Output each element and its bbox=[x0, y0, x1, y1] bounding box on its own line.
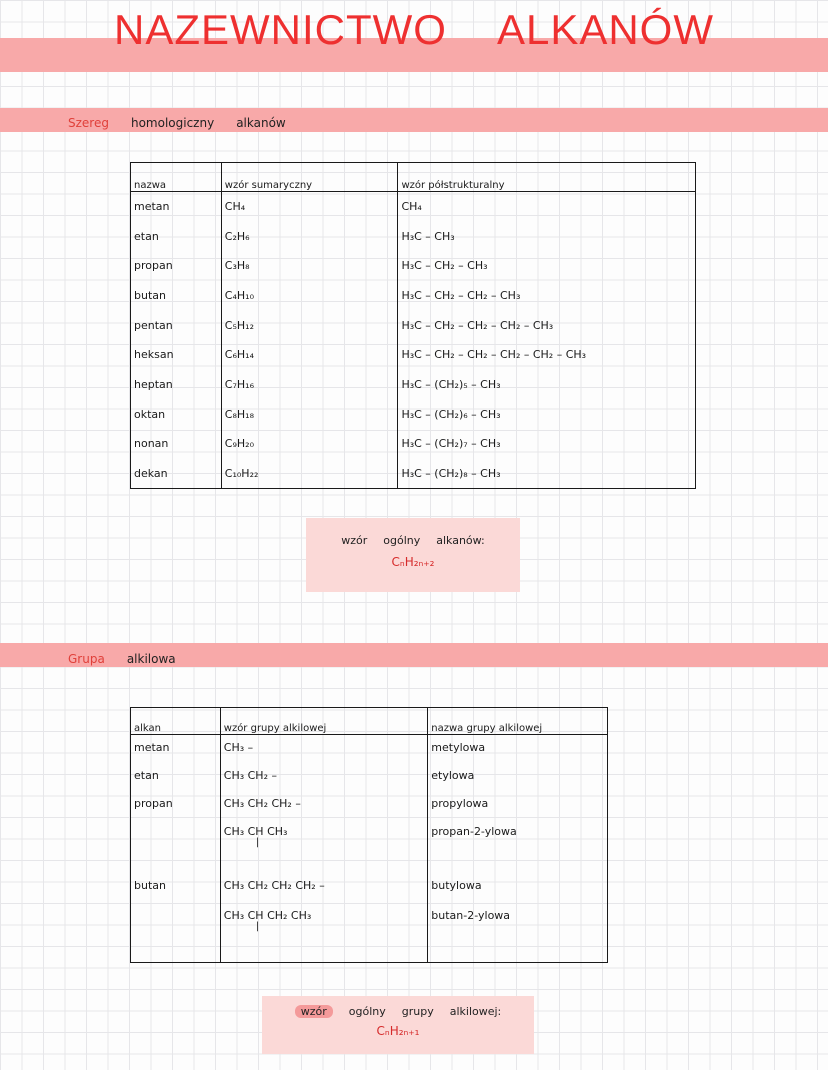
box2-word-2: ogólny bbox=[348, 1005, 386, 1018]
section1-word-3: alkanów bbox=[236, 116, 286, 130]
alkane-name bbox=[131, 819, 221, 873]
group-name bbox=[428, 735, 608, 763]
semi-structural-formula: H₃C – CH₃ bbox=[398, 221, 696, 251]
summary-formula: C₄H₁₀ bbox=[221, 281, 398, 311]
section2-word-1: Grupa bbox=[68, 652, 105, 666]
group-name bbox=[428, 873, 608, 903]
header-semi-structural: wzór półstrukturalny bbox=[398, 163, 696, 192]
table-row bbox=[131, 459, 696, 489]
alkane-name-text: etan bbox=[134, 768, 159, 782]
alkyl-general-formula: CₙH₂ₙ₊₁ bbox=[376, 1024, 420, 1038]
group-name bbox=[428, 819, 608, 873]
summary-formula: C₉H₂₀ bbox=[221, 429, 398, 459]
alkane-name: nonan bbox=[131, 429, 222, 459]
semi-structural-formula: H₃C – (CH₂)₆ – CH₃ bbox=[398, 399, 696, 429]
summary-formula: C₁₀H₂₂ bbox=[221, 459, 398, 489]
general-formula-box bbox=[306, 518, 520, 592]
branch-bond: | bbox=[255, 836, 260, 848]
header-summary-formula: wzór sumaryczny bbox=[221, 163, 398, 192]
box1-word-2: ogólny bbox=[383, 534, 421, 547]
section1-word-2: homologiczny bbox=[130, 116, 215, 130]
header-name: nazwa bbox=[131, 163, 222, 192]
summary-formula: C₇H₁₆ bbox=[221, 370, 398, 400]
table-row bbox=[131, 791, 608, 819]
summary-formula: C₆H₁₄ bbox=[221, 340, 398, 370]
summary-formula: CH₄ bbox=[221, 192, 398, 222]
semi-structural-formula: H₃C – CH₂ – CH₂ – CH₂ – CH₂ – CH₃ bbox=[398, 340, 696, 370]
alkane-name: metan bbox=[131, 192, 222, 222]
group-formula-text: CH₃ CH₂ – bbox=[223, 768, 277, 782]
table-row bbox=[131, 735, 608, 763]
semi-structural-formula: H₃C – CH₂ – CH₃ bbox=[398, 251, 696, 281]
alkane-name bbox=[131, 791, 221, 819]
group-formula-text: CH₃ CH₂ CH₂ – bbox=[223, 796, 301, 810]
section2-heading bbox=[68, 652, 198, 666]
alkanes-table bbox=[130, 162, 696, 489]
box2-word-3: grupy bbox=[401, 1005, 434, 1018]
alkane-name bbox=[131, 735, 221, 763]
semi-structural-formula: H₃C – (CH₂)₈ – CH₃ bbox=[398, 459, 696, 489]
box1-word-1: wzór bbox=[341, 534, 368, 547]
table-row bbox=[131, 192, 696, 222]
alkyl-formula-label bbox=[262, 1005, 534, 1018]
alkane-name: pentan bbox=[131, 310, 222, 340]
summary-formula: C₃H₈ bbox=[221, 251, 398, 281]
table-row bbox=[131, 281, 696, 311]
group-formula bbox=[220, 735, 428, 763]
group-formula-text: CH₃ CH CH₂ CH₃ bbox=[223, 908, 312, 922]
section1-heading bbox=[68, 116, 308, 130]
alkane-name: etan bbox=[131, 221, 222, 251]
table-row bbox=[131, 763, 608, 791]
group-name bbox=[428, 763, 608, 791]
group-formula bbox=[220, 791, 428, 819]
table-row bbox=[131, 399, 696, 429]
alkane-name-text: butan bbox=[134, 878, 166, 892]
alkane-name: oktan bbox=[131, 399, 222, 429]
section2-word-2: alkilowa bbox=[126, 652, 176, 666]
header-group-name: nazwa grupy alkilowej bbox=[428, 708, 608, 735]
box2-word-4: alkilowej: bbox=[449, 1005, 502, 1018]
group-formula bbox=[220, 763, 428, 791]
table-row bbox=[131, 370, 696, 400]
group-name bbox=[428, 903, 608, 963]
group-name bbox=[428, 791, 608, 819]
section1-word-1: Szereg bbox=[68, 116, 109, 130]
group-name-text: metylowa bbox=[431, 741, 486, 754]
box2-word-1: wzór bbox=[295, 1005, 333, 1018]
group-formula bbox=[220, 873, 428, 903]
table-row bbox=[131, 310, 696, 340]
title-word-1: NAZEWNICTWO bbox=[114, 6, 447, 53]
box1-word-3: alkanów: bbox=[436, 534, 485, 547]
alkyl-groups-table bbox=[130, 707, 608, 963]
alkane-name: heksan bbox=[131, 340, 222, 370]
alkane-name bbox=[131, 763, 221, 791]
group-formula-text: CH₃ CH₂ CH₂ CH₂ – bbox=[223, 878, 325, 892]
alkane-name-text: propan bbox=[134, 796, 173, 810]
table-row bbox=[131, 819, 608, 873]
table-row bbox=[131, 873, 608, 903]
alkane-name: propan bbox=[131, 251, 222, 281]
header-group-formula: wzór grupy alkilowej bbox=[220, 708, 428, 735]
semi-structural-formula: CH₄ bbox=[398, 192, 696, 222]
group-name-text: butan-2-ylowa bbox=[431, 908, 511, 922]
semi-structural-formula: H₃C – (CH₂)₇ – CH₃ bbox=[398, 429, 696, 459]
table-row bbox=[131, 251, 696, 281]
alkane-name: heptan bbox=[131, 370, 222, 400]
alkane-name: dekan bbox=[131, 459, 222, 489]
group-name-text: propylowa bbox=[431, 796, 489, 810]
header-alkane: alkan bbox=[131, 708, 221, 735]
table-row bbox=[131, 221, 696, 251]
table-row bbox=[131, 429, 696, 459]
group-formula bbox=[220, 903, 428, 963]
summary-formula: C₈H₁₈ bbox=[221, 399, 398, 429]
alkane-name bbox=[131, 903, 221, 963]
group-name-text: propan-2-ylowa bbox=[431, 824, 517, 838]
branch-bond: | bbox=[255, 920, 260, 932]
group-formula bbox=[220, 819, 428, 873]
alkane-name bbox=[131, 873, 221, 903]
semi-structural-formula: H₃C – (CH₂)₅ – CH₃ bbox=[398, 370, 696, 400]
group-name-text: butylowa bbox=[431, 878, 482, 892]
table-row bbox=[131, 340, 696, 370]
alkane-name: butan bbox=[131, 281, 222, 311]
general-formula-label bbox=[306, 534, 520, 547]
title-word-2: ALKANÓW bbox=[496, 6, 714, 53]
alkane-name-text: metan bbox=[134, 741, 170, 754]
semi-structural-formula: H₃C – CH₂ – CH₂ – CH₃ bbox=[398, 281, 696, 311]
group-name-text: etylowa bbox=[431, 768, 475, 782]
page-title bbox=[0, 6, 828, 54]
alkyl-general-formula-box bbox=[262, 996, 534, 1054]
table-row bbox=[131, 903, 608, 963]
summary-formula: C₅H₁₂ bbox=[221, 310, 398, 340]
summary-formula: C₂H₆ bbox=[221, 221, 398, 251]
semi-structural-formula: H₃C – CH₂ – CH₂ – CH₂ – CH₃ bbox=[398, 310, 696, 340]
group-formula-text: CH₃ – bbox=[223, 741, 254, 754]
general-formula: CₙH₂ₙ₊₂ bbox=[391, 555, 435, 569]
group-formula-text: CH₃ CH CH₃ bbox=[223, 824, 288, 838]
